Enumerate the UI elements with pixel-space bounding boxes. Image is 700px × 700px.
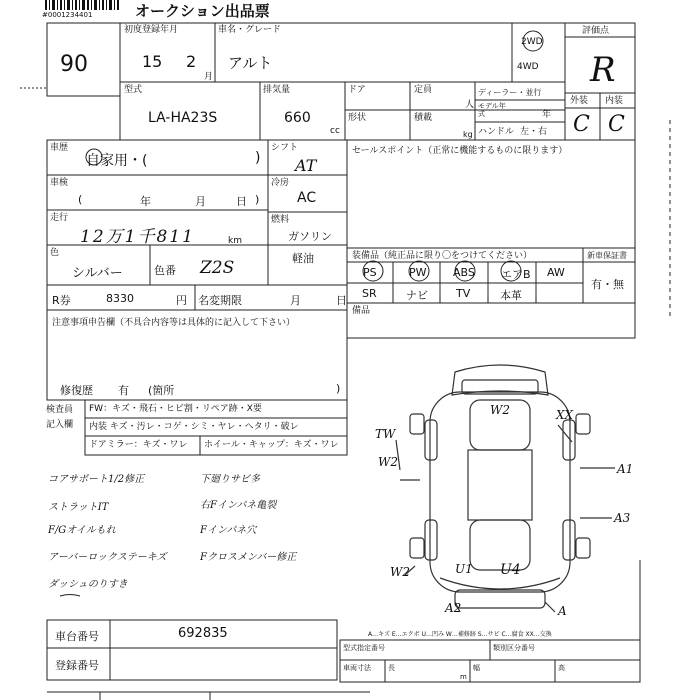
color-label: 色 xyxy=(50,248,60,258)
check-interior: 内装 キズ・汚レ・コゲ・シミ・ヤレ・ヘタリ・破レ xyxy=(89,422,299,432)
barcode-icon xyxy=(45,0,119,10)
dimensions-label: 車両寸法 xyxy=(343,664,371,672)
damage-legend: A…キズ E…エクボ U…凹み W…補修跡 S…サビ C…腐食 XX…交換 xyxy=(368,631,552,638)
damage-mark: A1 xyxy=(617,462,634,476)
exterior-grade: C xyxy=(573,112,590,137)
chassis-value: 692835 xyxy=(178,626,228,641)
repair-history-label: 修復歴 xyxy=(60,384,93,397)
equip-sr: SR xyxy=(362,287,377,300)
inspection-month: 月 xyxy=(195,195,206,208)
handwritten-note: 下廻りサビ多 xyxy=(200,474,260,485)
damage-mark: XX xyxy=(556,408,574,422)
type-designation-label: 型式指定番号 xyxy=(343,644,385,652)
exterior-label: 外装 xyxy=(570,96,589,106)
model-year-label: モデル年式 xyxy=(478,102,506,118)
damage-mark: U4 xyxy=(500,562,521,578)
handle-value: 左・右 xyxy=(520,127,548,137)
month-unit: 月 xyxy=(204,72,214,82)
recycle-label: R券 xyxy=(52,294,71,307)
width-label: 幅 xyxy=(473,664,480,672)
capacity-label: 定員 xyxy=(414,85,433,95)
warranty-value: 有・無 xyxy=(591,278,624,291)
handwritten-note: ダッシュのりすき xyxy=(48,579,128,590)
form-title: オークション出品票 xyxy=(135,2,270,20)
model-year-unit: 年 xyxy=(542,110,552,120)
interior-grade: C xyxy=(608,112,625,137)
inspection-day: 日 xyxy=(236,195,247,208)
color-code-label: 色番 xyxy=(154,264,176,277)
repair-history-close: ) xyxy=(336,382,341,395)
equip-leather: 本革 xyxy=(500,289,522,302)
usage-value: 自家用・( xyxy=(86,153,148,169)
fuel-diesel: 軽油 xyxy=(292,252,314,265)
drive-4wd: 4WD xyxy=(517,62,539,72)
aircon-value: AC xyxy=(297,190,317,206)
car-name-value: アルト xyxy=(228,54,273,72)
shift-label: シフト xyxy=(271,143,299,153)
equip-ps: PS xyxy=(363,266,377,279)
car-name-label: 車名・グレード xyxy=(218,25,282,35)
name-change-day: 日 xyxy=(336,294,347,307)
damage-mark: TW xyxy=(375,427,396,441)
damage-mark: A xyxy=(558,604,567,618)
handwritten-note: ストラットIT xyxy=(48,502,109,513)
equip-abs: ABS xyxy=(453,266,475,279)
warranty-label: 新車保証書 xyxy=(587,251,627,260)
capacity-unit: 人 xyxy=(465,100,475,110)
first-registration-year: 15 xyxy=(142,52,163,71)
displacement-unit: cc xyxy=(330,126,340,136)
recycle-unit: 円 xyxy=(176,294,187,307)
model-value: LA-HA23S xyxy=(148,110,218,126)
mileage-unit: km xyxy=(228,236,242,246)
registration-label: 登録番号 xyxy=(55,659,99,672)
mileage-label: 走行 xyxy=(50,213,69,223)
handwritten-note: アーバーロックステーキズ xyxy=(48,552,167,563)
inspection-close: ) xyxy=(255,193,260,206)
declaration-label: 注意事項申告欄（不具合内容等は具体的に記入して下さい） xyxy=(52,318,296,328)
first-registration-label: 初度登録年月 xyxy=(124,25,179,35)
damage-mark: W2 xyxy=(490,403,510,417)
door-label: ドア xyxy=(348,85,366,95)
equip-airbag: エアB xyxy=(501,268,531,281)
repair-history-value: 有 xyxy=(118,384,129,397)
shape-label: 形状 xyxy=(348,113,367,123)
color-code: Z2S xyxy=(200,258,235,278)
drive-2wd: 2WD xyxy=(521,37,543,47)
model-label: 型式 xyxy=(124,85,143,95)
aircon-label: 冷房 xyxy=(271,178,290,188)
color-value: シルバー xyxy=(72,266,123,281)
inspection-label: 車検 xyxy=(50,178,69,188)
equip-aw: AW xyxy=(547,266,565,279)
barcode-number: #0001234401 xyxy=(42,11,93,19)
equip-navi: ナビ xyxy=(406,289,428,302)
usage-label: 車歴 xyxy=(50,143,69,153)
handwritten-note: Fインパネ穴 xyxy=(200,525,257,536)
shift-value: AT xyxy=(295,156,317,175)
name-change-label: 名変期限 xyxy=(198,294,242,307)
load-unit: kg xyxy=(463,130,473,139)
lot-number: 90 xyxy=(60,52,88,77)
damage-mark: U1 xyxy=(455,562,473,576)
check-windshield: FW：キズ・飛石・ヒビ割・リペア跡・X要 xyxy=(89,404,262,414)
handwritten-note: F/Gオイルもれ xyxy=(48,525,116,536)
load-label: 積載 xyxy=(414,113,433,123)
recycle-value: 8330 xyxy=(106,292,134,305)
check-wheel: ホイール・キャップ：キズ・ワレ xyxy=(204,440,339,450)
handwritten-note: コアサポート1/2修正 xyxy=(48,474,145,485)
chassis-label: 車台番号 xyxy=(55,630,99,643)
notes-label: 備品 xyxy=(352,306,371,316)
damage-mark: W2 xyxy=(378,455,398,469)
fuel-label: 燃料 xyxy=(271,215,290,225)
length-label: 長 xyxy=(388,664,395,672)
mileage-value: 12万1千811 xyxy=(80,227,195,247)
equipment-label: 装備品（純正品に限り〇をつけてください） xyxy=(352,251,533,261)
meter-unit: m xyxy=(460,673,467,681)
fuel-gasoline: ガソリン xyxy=(288,230,332,243)
name-change-month: 月 xyxy=(290,294,301,307)
handwritten-note: 右Fインパネ亀裂 xyxy=(200,500,277,511)
dealer-label: ディーラー・並行 xyxy=(478,88,542,97)
inspection-year: 年 xyxy=(140,195,151,208)
repair-history-part: (箇所 xyxy=(148,384,175,397)
inspector-note-label: 記入欄 xyxy=(46,420,74,430)
handwritten-note: Fクロスメンバー修正 xyxy=(200,552,297,563)
equip-tv: TV xyxy=(456,287,471,300)
damage-mark: A3 xyxy=(614,511,631,525)
inspection-open: ( xyxy=(78,193,83,206)
damage-mark: A2 xyxy=(445,601,462,615)
handle-label: ハンドル xyxy=(478,127,515,137)
rating-value: R xyxy=(590,50,616,90)
height-label: 高 xyxy=(558,664,565,672)
damage-mark: W2 xyxy=(390,565,410,579)
category-number-label: 類別区分番号 xyxy=(493,644,535,652)
rating-label: 評価点 xyxy=(582,26,610,36)
inspector-label: 検査員 xyxy=(46,405,74,415)
sales-points-label: セールスポイント（正常に機能するものに限ります） xyxy=(352,146,568,156)
displacement-label: 排気量 xyxy=(263,85,291,95)
first-registration-month: 2 xyxy=(186,52,197,71)
usage-close: ) xyxy=(255,150,261,166)
interior-label: 内装 xyxy=(605,96,624,106)
check-mirror: ドアミラー：キズ・ワレ xyxy=(89,440,188,450)
displacement-value: 660 xyxy=(284,110,311,126)
equip-pw: PW xyxy=(409,266,427,279)
